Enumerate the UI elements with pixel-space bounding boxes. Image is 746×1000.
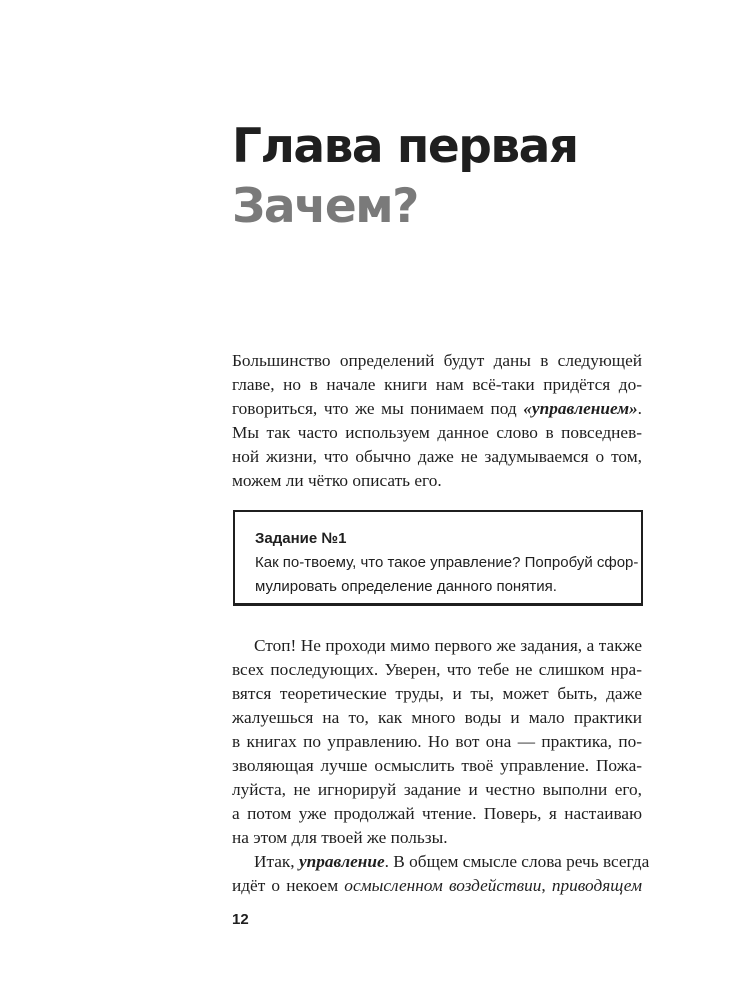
body-line: в книгах по управлению. Но вот она — практика, по- xyxy=(232,732,642,751)
body-line: на этом для твоей же пользы. xyxy=(232,828,448,847)
task-text-line: Как по-твоему, что такое управление? Попробуй сфор- xyxy=(255,554,639,571)
intro-emphasis: «управлением» xyxy=(523,399,638,418)
intro-line: ной жизни, что обычно даже не задумываемся о том, xyxy=(232,447,642,466)
body-line xyxy=(232,850,650,874)
body-line: всех последующих. Уверен, что тебе не слишком нра- xyxy=(232,660,642,679)
body-line: Стоп! Не проходи мимо первого же задания, а также xyxy=(254,636,642,655)
body-italic: приводящем xyxy=(551,876,642,895)
body-line: зволяющая лучше осмыслить твоё управление. Пожа- xyxy=(232,756,642,775)
intro-line: Большинство определений будут даны в следующей xyxy=(232,351,642,370)
chapter-subtitle: Зачем? xyxy=(232,179,418,234)
intro-line: Мы так часто используем данное слово в повседнев- xyxy=(232,423,642,442)
body-text: идёт о некоем xyxy=(232,876,345,895)
chapter-title: Глава первая xyxy=(232,119,578,174)
intro-line xyxy=(232,397,642,421)
task-box xyxy=(233,510,643,606)
body-line: жалуешься на то, как много воды и мало практики xyxy=(232,708,642,727)
body-line: а потом уже продолжай чтение. Поверь, я настаиваю xyxy=(232,804,642,823)
intro-line: главе, но в начале книги нам всё-таки придётся до- xyxy=(232,375,642,394)
body-text: . В общем смысле слова речь всегда xyxy=(384,852,650,871)
task-text-line: мулировать определение данного понятия. xyxy=(255,578,557,595)
body-italic: осмысленном воздействии xyxy=(344,876,542,895)
body-emphasis: управление xyxy=(298,852,385,871)
intro-line: можем ли чётко описать его. xyxy=(232,471,442,490)
body-text: Итак, xyxy=(254,852,299,871)
page-number: 12 xyxy=(232,911,249,928)
intro-text: . xyxy=(637,399,642,418)
body-line: луйста, не игнорируй задание и честно выполни его, xyxy=(232,780,642,799)
body-text: , xyxy=(541,876,552,895)
intro-text: говориться, что же мы понимаем под xyxy=(232,399,524,418)
body-line: вятся теоретические труды, и ты, может быть, даже xyxy=(232,684,642,703)
task-title: Задание №1 xyxy=(255,530,347,547)
body-line xyxy=(232,874,642,898)
